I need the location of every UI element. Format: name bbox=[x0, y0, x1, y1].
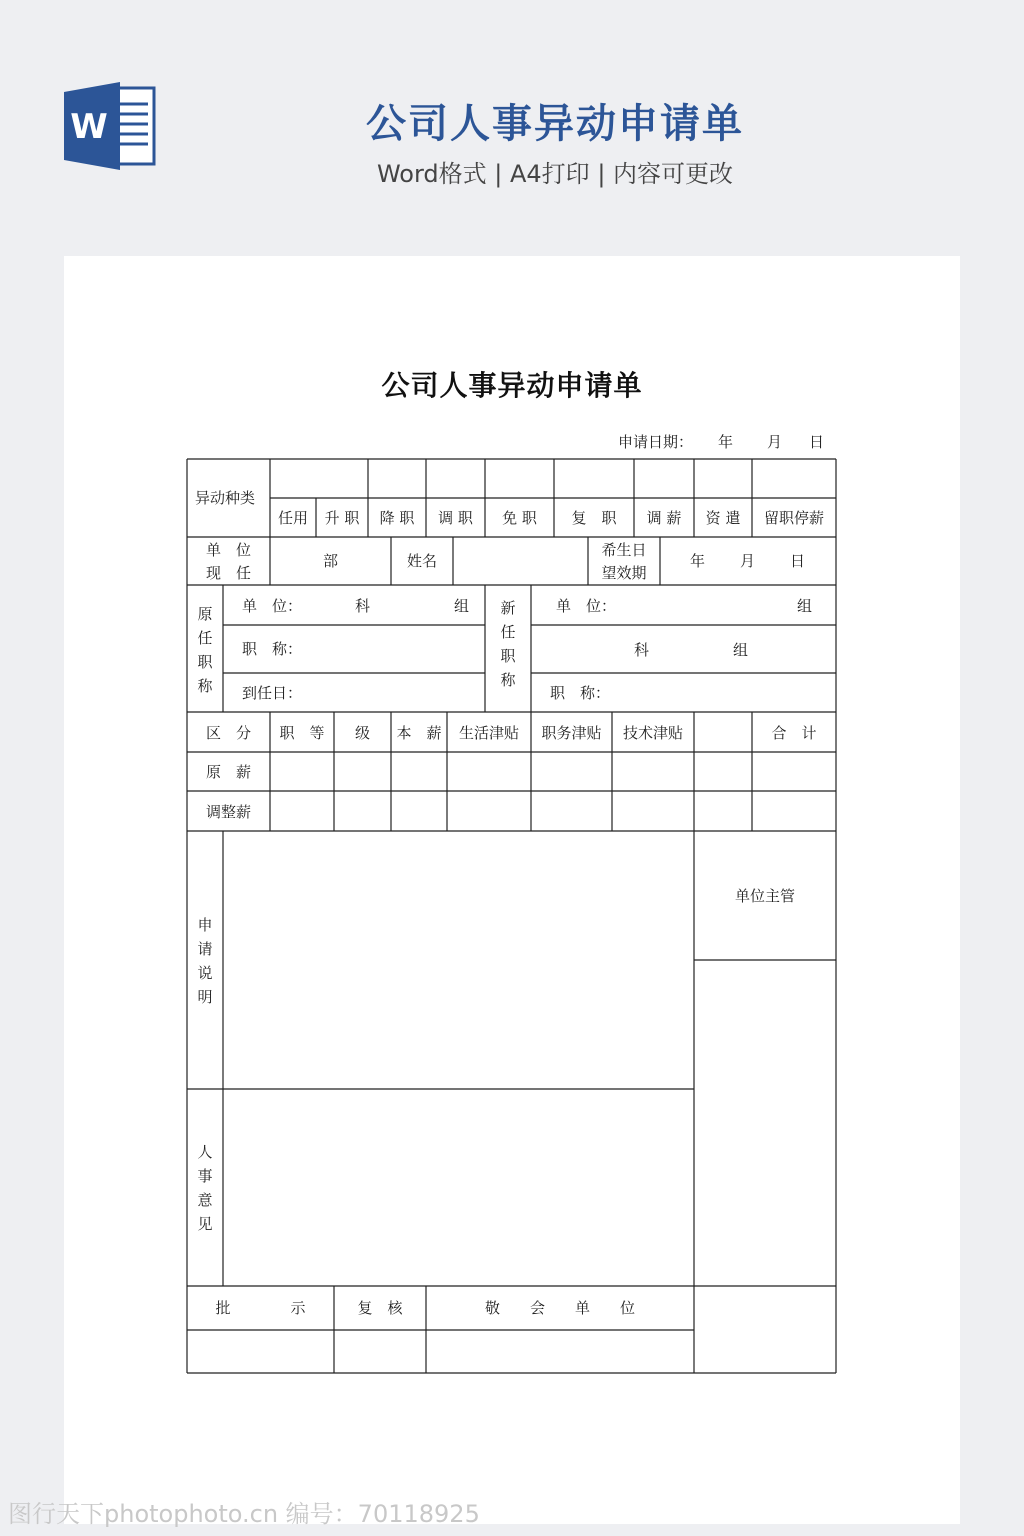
date-year: 年 bbox=[718, 433, 734, 451]
original-section: 科 bbox=[355, 597, 371, 615]
date-day: 日 bbox=[809, 433, 825, 451]
approval-label: 批 示 bbox=[215, 1299, 306, 1317]
change-type-salary-adjust[interactable]: 调 薪 bbox=[646, 509, 682, 527]
new-post-label: 新 任 职 称 bbox=[500, 599, 516, 689]
svg-text:W: W bbox=[70, 107, 108, 147]
banner-title: 公司人事异动申请单 bbox=[366, 101, 744, 147]
banner-subtitle: Word格式 | A4打印 | 内容可更改 bbox=[376, 160, 734, 188]
salary-header-category: 区 分 bbox=[205, 724, 251, 742]
form-title: 公司人事异动申请单 bbox=[381, 369, 643, 402]
effective-day: 日 bbox=[790, 552, 806, 570]
new-group-top: 组 bbox=[797, 597, 813, 615]
watermark: 图行天下photophoto.cn 编号：70118925 bbox=[8, 1500, 480, 1528]
effective-month: 月 bbox=[740, 552, 756, 570]
original-start-date-label: 到任日： bbox=[242, 684, 303, 702]
new-unit-label: 单 位： bbox=[556, 597, 617, 615]
salary-header-living-allowance: 生活津贴 bbox=[458, 724, 519, 742]
change-type-hire[interactable]: 任用 bbox=[277, 509, 308, 527]
change-type-demote[interactable]: 降 职 bbox=[379, 509, 415, 527]
change-type-promote[interactable]: 升 职 bbox=[324, 509, 360, 527]
name-label: 姓名 bbox=[406, 552, 437, 570]
original-title-label: 职 称： bbox=[242, 640, 303, 658]
dept-label: 部 bbox=[322, 552, 338, 570]
original-unit-label: 单 位： bbox=[242, 597, 303, 615]
original-post-label: 原 任 职 称 bbox=[197, 605, 213, 695]
word-logo-icon bbox=[64, 82, 156, 170]
date-label: 申请日期： bbox=[618, 433, 694, 451]
effective-date-line2: 望效期 bbox=[601, 564, 647, 582]
application-desc-label: 申 请 说 明 bbox=[197, 916, 213, 1006]
change-type-severance[interactable]: 资 遣 bbox=[705, 509, 741, 527]
date-month: 月 bbox=[767, 433, 783, 451]
salary-header-level: 级 bbox=[354, 724, 370, 742]
new-title-label: 职 称： bbox=[550, 684, 611, 702]
salary-header-base: 本 薪 bbox=[396, 724, 442, 742]
salary-header-tech-allowance: 技术津贴 bbox=[622, 724, 683, 742]
salary-header-total: 合 计 bbox=[771, 724, 817, 742]
new-group: 组 bbox=[733, 641, 749, 659]
unit-supervisor-label: 单位主管 bbox=[734, 887, 795, 905]
salary-row-original: 原 薪 bbox=[205, 763, 251, 781]
new-section: 科 bbox=[634, 641, 650, 659]
change-type-reinstate[interactable]: 复 职 bbox=[571, 509, 617, 527]
salary-header-grade: 职 等 bbox=[279, 724, 325, 742]
current-unit-line1: 单 位 bbox=[205, 541, 251, 559]
original-group: 组 bbox=[454, 597, 470, 615]
effective-year: 年 bbox=[690, 552, 706, 570]
hr-opinion-label: 人 事 意 见 bbox=[197, 1143, 213, 1233]
change-type-dismiss[interactable]: 免 职 bbox=[502, 509, 537, 527]
change-type-transfer[interactable]: 调 职 bbox=[438, 509, 473, 527]
change-type-leave[interactable]: 留职停薪 bbox=[763, 509, 824, 527]
review-label: 复 核 bbox=[357, 1299, 403, 1317]
current-unit-line2: 现 任 bbox=[205, 564, 251, 582]
salary-header-position-allowance: 职务津贴 bbox=[541, 724, 602, 742]
countersign-label: 敬 会 单 位 bbox=[484, 1299, 635, 1317]
document-page bbox=[64, 256, 960, 1524]
salary-row-adjusted: 调整薪 bbox=[205, 803, 251, 821]
effective-date-line1: 希生日 bbox=[601, 541, 647, 559]
change-type-label: 异动种类 bbox=[195, 489, 256, 507]
